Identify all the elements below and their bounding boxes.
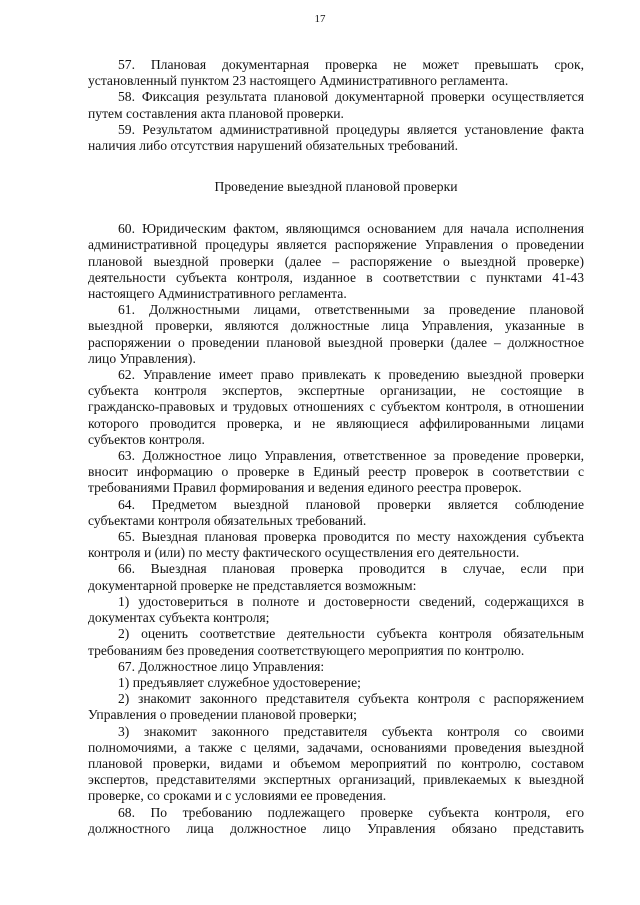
page-content <box>88 57 584 837</box>
paragraph <box>88 659 584 675</box>
text-line: субъекта контроля экспертов, экспертные организации, не состоящие в <box>88 383 584 399</box>
paragraph <box>88 367 584 448</box>
text-line: настоящего Административного регламента. <box>88 286 347 302</box>
text-line: должностного лица должностное лицо Управления обязано представить <box>88 820 584 836</box>
paragraph <box>88 724 584 805</box>
text-line: 3) знакомит законного представителя субъекта контроля со своими <box>118 723 584 739</box>
text-line: административной процедуры является распоряжение Управления о проведении <box>88 237 584 253</box>
text-line: 64. Предметом выездной плановой проверки является соблюдение <box>118 496 584 512</box>
text-line: плановой выездной проверки (далее – распоряжение о выездной проверке) <box>88 253 584 269</box>
paragraph <box>88 594 584 626</box>
text-line: документах субъекта контроля; <box>88 610 270 626</box>
text-line: 1) удостовериться в полноте и достоверности сведений, содержащихся в <box>118 593 584 609</box>
text-line: требованиями Правил формирования и ведения единого реестра проверок. <box>88 480 522 496</box>
text-line: 66. Выездная плановая проверка проводится в случае, если при <box>118 561 584 577</box>
paragraph <box>88 302 584 367</box>
text-line: экспертов, представителями экспертных организаций, привлекаемых к выездной <box>88 772 584 788</box>
text-line: выездной проверки, являются должностные лица Управления, указанные в <box>88 318 584 334</box>
paragraph <box>88 805 584 837</box>
text-line: Управления о проведении плановой проверки; <box>88 707 357 723</box>
text-line: 1) предъявляет служебное удостоверение; <box>118 674 361 690</box>
text-line: 68. По требованию подлежащего проверке субъекта контроля, его <box>118 804 584 820</box>
paragraph <box>88 626 584 658</box>
text-line: 63. Должностное лицо Управления, ответственное за проведение проверки, <box>118 448 584 464</box>
text-line: документарной проверке не представляется возможным: <box>88 577 417 593</box>
text-line: контроля и (или) по месту фактического осуществления его деятельности. <box>88 545 520 561</box>
paragraph <box>88 448 584 497</box>
section-heading: Проведение выездной плановой проверки <box>214 179 458 195</box>
text-line: 2) оценить соответствие деятельности субъекта контроля обязательным <box>118 626 584 642</box>
text-line: плановой проверки, видами и объемом мероприятий по контролю, составом <box>88 755 584 771</box>
text-line: путем составления акта плановой проверки. <box>88 105 344 121</box>
paragraph <box>88 221 584 302</box>
text-line: деятельности субъекта контроля, изданное в соответствии с пунктами 41-43 <box>88 269 584 285</box>
text-line: субъектами контроля обязательных требований. <box>88 512 367 528</box>
text-line: 58. Фиксация результата плановой документарной проверки осуществляется <box>118 89 584 105</box>
paragraph <box>88 122 584 154</box>
text-line: субъектов контроля. <box>88 431 205 447</box>
paragraph <box>88 529 584 561</box>
paragraph <box>88 675 584 691</box>
paragraph <box>88 497 584 529</box>
text-line: гражданско-правовых и трудовых отношениях с субъектом контроля, в отношении <box>88 399 584 415</box>
text-line: 57. Плановая документарная проверка не может превышать срок, <box>118 57 584 72</box>
paragraphs-after-heading <box>88 221 584 837</box>
paragraph <box>88 57 584 89</box>
text-line: 65. Выездная плановая проверка проводится по месту нахождения субъекта <box>118 529 584 545</box>
text-line: 61. Должностными лицами, ответственными за проведение плановой <box>118 302 584 318</box>
text-line: 2) знакомит законного представителя субъекта контроля с распоряжением <box>118 691 584 707</box>
text-line: которого проводится проверка, и не являющиеся аффилированными лицами <box>88 415 584 431</box>
paragraph <box>88 89 584 121</box>
paragraph <box>88 691 584 723</box>
text-line: 59. Результатом административной процедуры является установление факта <box>118 121 584 137</box>
paragraph <box>88 561 584 593</box>
text-line: наличия либо отсутствия нарушений обязательных требований. <box>88 138 459 154</box>
text-line: требованиям без проведения соответствующего мероприятия по контролю. <box>88 642 525 658</box>
text-line: полномочиями, а также с целями, задачами, основаниями проведения выездной <box>88 739 584 755</box>
page-number: 17 <box>314 13 326 25</box>
text-line: 60. Юридическим фактом, являющимся основанием для начала исполнения <box>118 221 584 237</box>
paragraphs-before-heading <box>88 57 584 154</box>
text-line: проверке, со сроками и с условиями ее проведения. <box>88 788 387 804</box>
text-line: вносит информацию о проверке в Единый реестр проверок в соответствии с <box>88 464 584 480</box>
text-line: 67. Должностное лицо Управления: <box>118 658 325 674</box>
text-line: 62. Управление имеет право привлекать к проведению выездной проверки <box>118 367 584 383</box>
text-line: установленный пунктом 23 настоящего Административного регламента. <box>88 73 509 89</box>
text-line: распоряжении о проведении плановой выездной проверки (далее – должностное <box>88 334 584 350</box>
text-line: лицо Управления). <box>88 350 196 366</box>
